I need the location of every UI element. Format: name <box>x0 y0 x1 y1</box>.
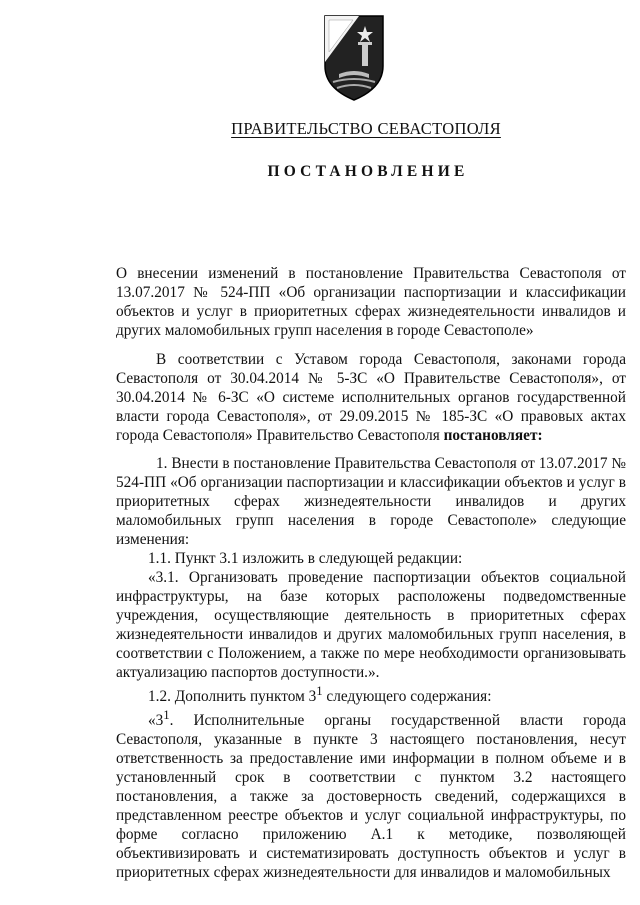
item-1-2-sup: 1 <box>316 684 323 698</box>
document-body <box>116 454 626 882</box>
item-3-1-paragraph <box>116 706 626 882</box>
item-3-1-open: «3 <box>148 712 164 730</box>
preamble <box>116 350 626 445</box>
item-1-1: 1.1. Пункт 3.1 изложить в следующей редакции: <box>148 550 463 567</box>
preamble-keyword: постановляет: <box>443 427 543 444</box>
organization-name: ПРАВИТЕЛЬСТВО СЕВАСТОПОЛЯ <box>231 119 501 138</box>
item-1-2-suffix: следующего содержания: <box>322 688 492 706</box>
item-3-1-sup: 1 <box>163 708 170 723</box>
item-1: 1. Внести в постановление Правительства Севастополя от 13.07.2017 № 524-ПП «Об организации паспортизации и классификации объектов и услуг в приоритетных сферах жизнедеятельности инвалидов и других маломобильных групп населения в городе Севастополе» следующие изменения: <box>116 455 626 548</box>
preamble-text: В соответствии с Уставом города Севастополя, законами города Севастополя от 30.04.2014 № 5-ЗС «О Правительстве Севастополя», от 30.04.2014 № 6-ЗС «О системе исполнительных органов государственной власти города Севастополя», от 29.09.2015 № 185-ЗС «О правовых актах города Севастополя» Правительство Севастополя <box>116 351 626 444</box>
document-subject: О внесении изменений в постановление Правительства Севастополя от 13.07.2017 № 524-ПП «Об организации паспортизации и классификации объектов и услуг в приоритетных сферах жизнедеятельности инвалидов и других маломобильных групп населения в городе Севастополе» <box>116 265 626 339</box>
sevastopol-coat-of-arms <box>319 12 389 104</box>
item-3-1-text: . Исполнительные органы государственной власти города Севастополя, указанные в пункте 3 настоящего постановления, несут ответственность за предоставление ими информации в полном объеме и в установленный срок в соответствии с пунктом 3.2 настоящего постановления, а также за достоверность сведений, содержащихся в представленном реестре объектов и услуг социальной инфраструктуры, по форме согласно приложению А.1 к методике, позволяющей объективизировать и систематизировать доступность объектов и услуг в приоритетных сферах жизнедеятельности для инвалидов и маломобильных <box>116 712 626 882</box>
item-3-1-new-text: «3.1. Организовать проведение паспортизации объектов социальной инфраструктуры, на базе которых расположены подведомственные учреждения, осуществляющие деятельность в приоритетных сферах жизнедеятельности инвалидов и других маломобильных групп населения, в соответствии с Положением, а также по мере необходимости организовывать актуализацию паспортов доступности.». <box>116 569 626 681</box>
item-1-2-prefix: 1.2. Дополнить пунктом 3 <box>148 688 317 706</box>
document-type-heading: ПОСТАНОВЛЕНИЕ <box>267 163 469 180</box>
item-1-2 <box>116 682 626 706</box>
